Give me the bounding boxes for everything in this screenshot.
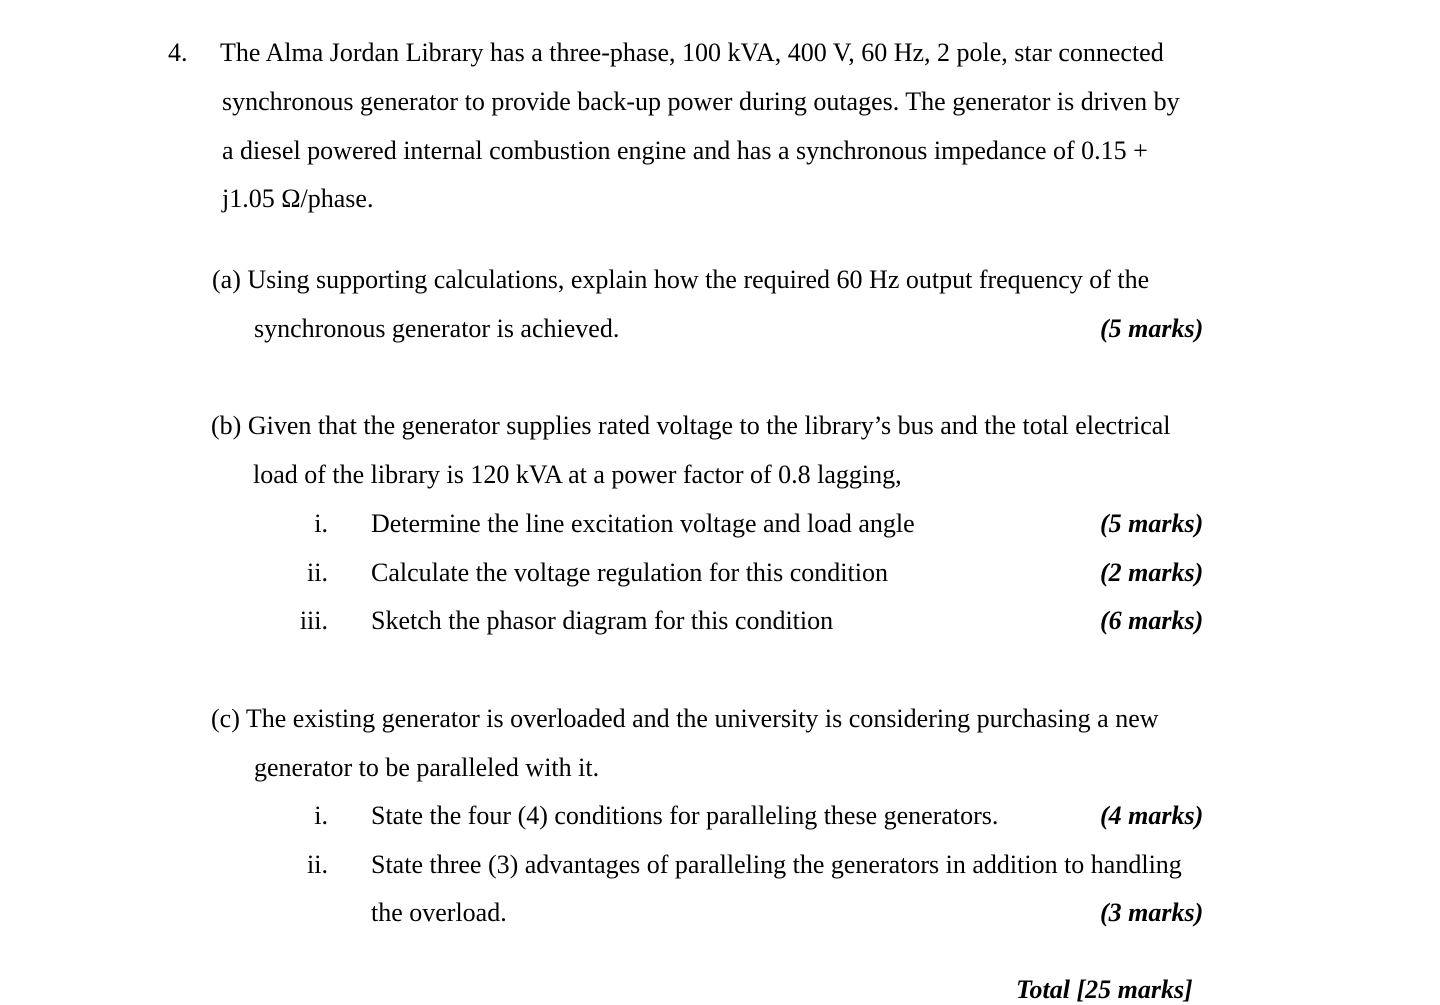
part-b-item-numeral: i.	[314, 509, 328, 538]
part-c-item-marks: (4 marks)	[1100, 801, 1204, 830]
intro-line-1: The Alma Jordan Library has a three-phase, 100 kVA, 400 V, 60 Hz, 2 pole, star connected	[220, 38, 1164, 67]
part-c-line-1: (c) The existing generator is overloaded and the university is considering purchasing a new	[211, 704, 1159, 733]
part-b-item-text: Calculate the voltage regulation for this condition	[371, 558, 888, 587]
intro-line-2: synchronous generator to provide back-up power during outages. The generator is driven by	[222, 87, 1180, 116]
part-b-item-text: Sketch the phasor diagram for this condition	[371, 606, 834, 635]
part-c-item-numeral: ii.	[307, 850, 328, 879]
part-b-item-numeral: ii.	[307, 558, 328, 587]
part-a-line-2: synchronous generator is achieved.	[254, 314, 620, 343]
part-b-item-marks: (6 marks)	[1100, 606, 1204, 635]
part-c-line-2: generator to be paralleled with it.	[254, 753, 600, 782]
total-marks: Total [25 marks]	[1016, 975, 1193, 1004]
part-b-item-numeral: iii.	[299, 606, 328, 635]
part-c-item-marks: (3 marks)	[1100, 898, 1204, 927]
question-number: 4.	[168, 38, 188, 67]
part-b-line-1: (b) Given that the generator supplies rated voltage to the library’s bus and the total electrical	[211, 411, 1171, 440]
part-b-item-text: Determine the line excitation voltage and load angle	[371, 509, 915, 538]
intro-line-4: j1.05 Ω/phase.	[222, 184, 374, 213]
part-b-item-marks: (2 marks)	[1100, 558, 1204, 587]
part-a-marks: (5 marks)	[1100, 314, 1204, 343]
intro-line-3: a diesel powered internal combustion engine and has a synchronous impedance of 0.15 +	[222, 136, 1148, 165]
part-c-item-numeral: i.	[314, 801, 328, 830]
part-c-item-text: State three (3) advantages of paralleling the generators in addition to handling	[371, 850, 1182, 879]
part-c-item-text-continued: the overload.	[371, 898, 507, 927]
part-b-item-marks: (5 marks)	[1100, 509, 1204, 538]
part-c-item-text: State the four (4) conditions for paralleling these generators.	[371, 801, 999, 830]
part-a-line-1: (a) Using supporting calculations, explain how the required 60 Hz output frequency of the	[212, 265, 1150, 294]
part-b-line-2: load of the library is 120 kVA at a power factor of 0.8 lagging,	[253, 460, 902, 489]
